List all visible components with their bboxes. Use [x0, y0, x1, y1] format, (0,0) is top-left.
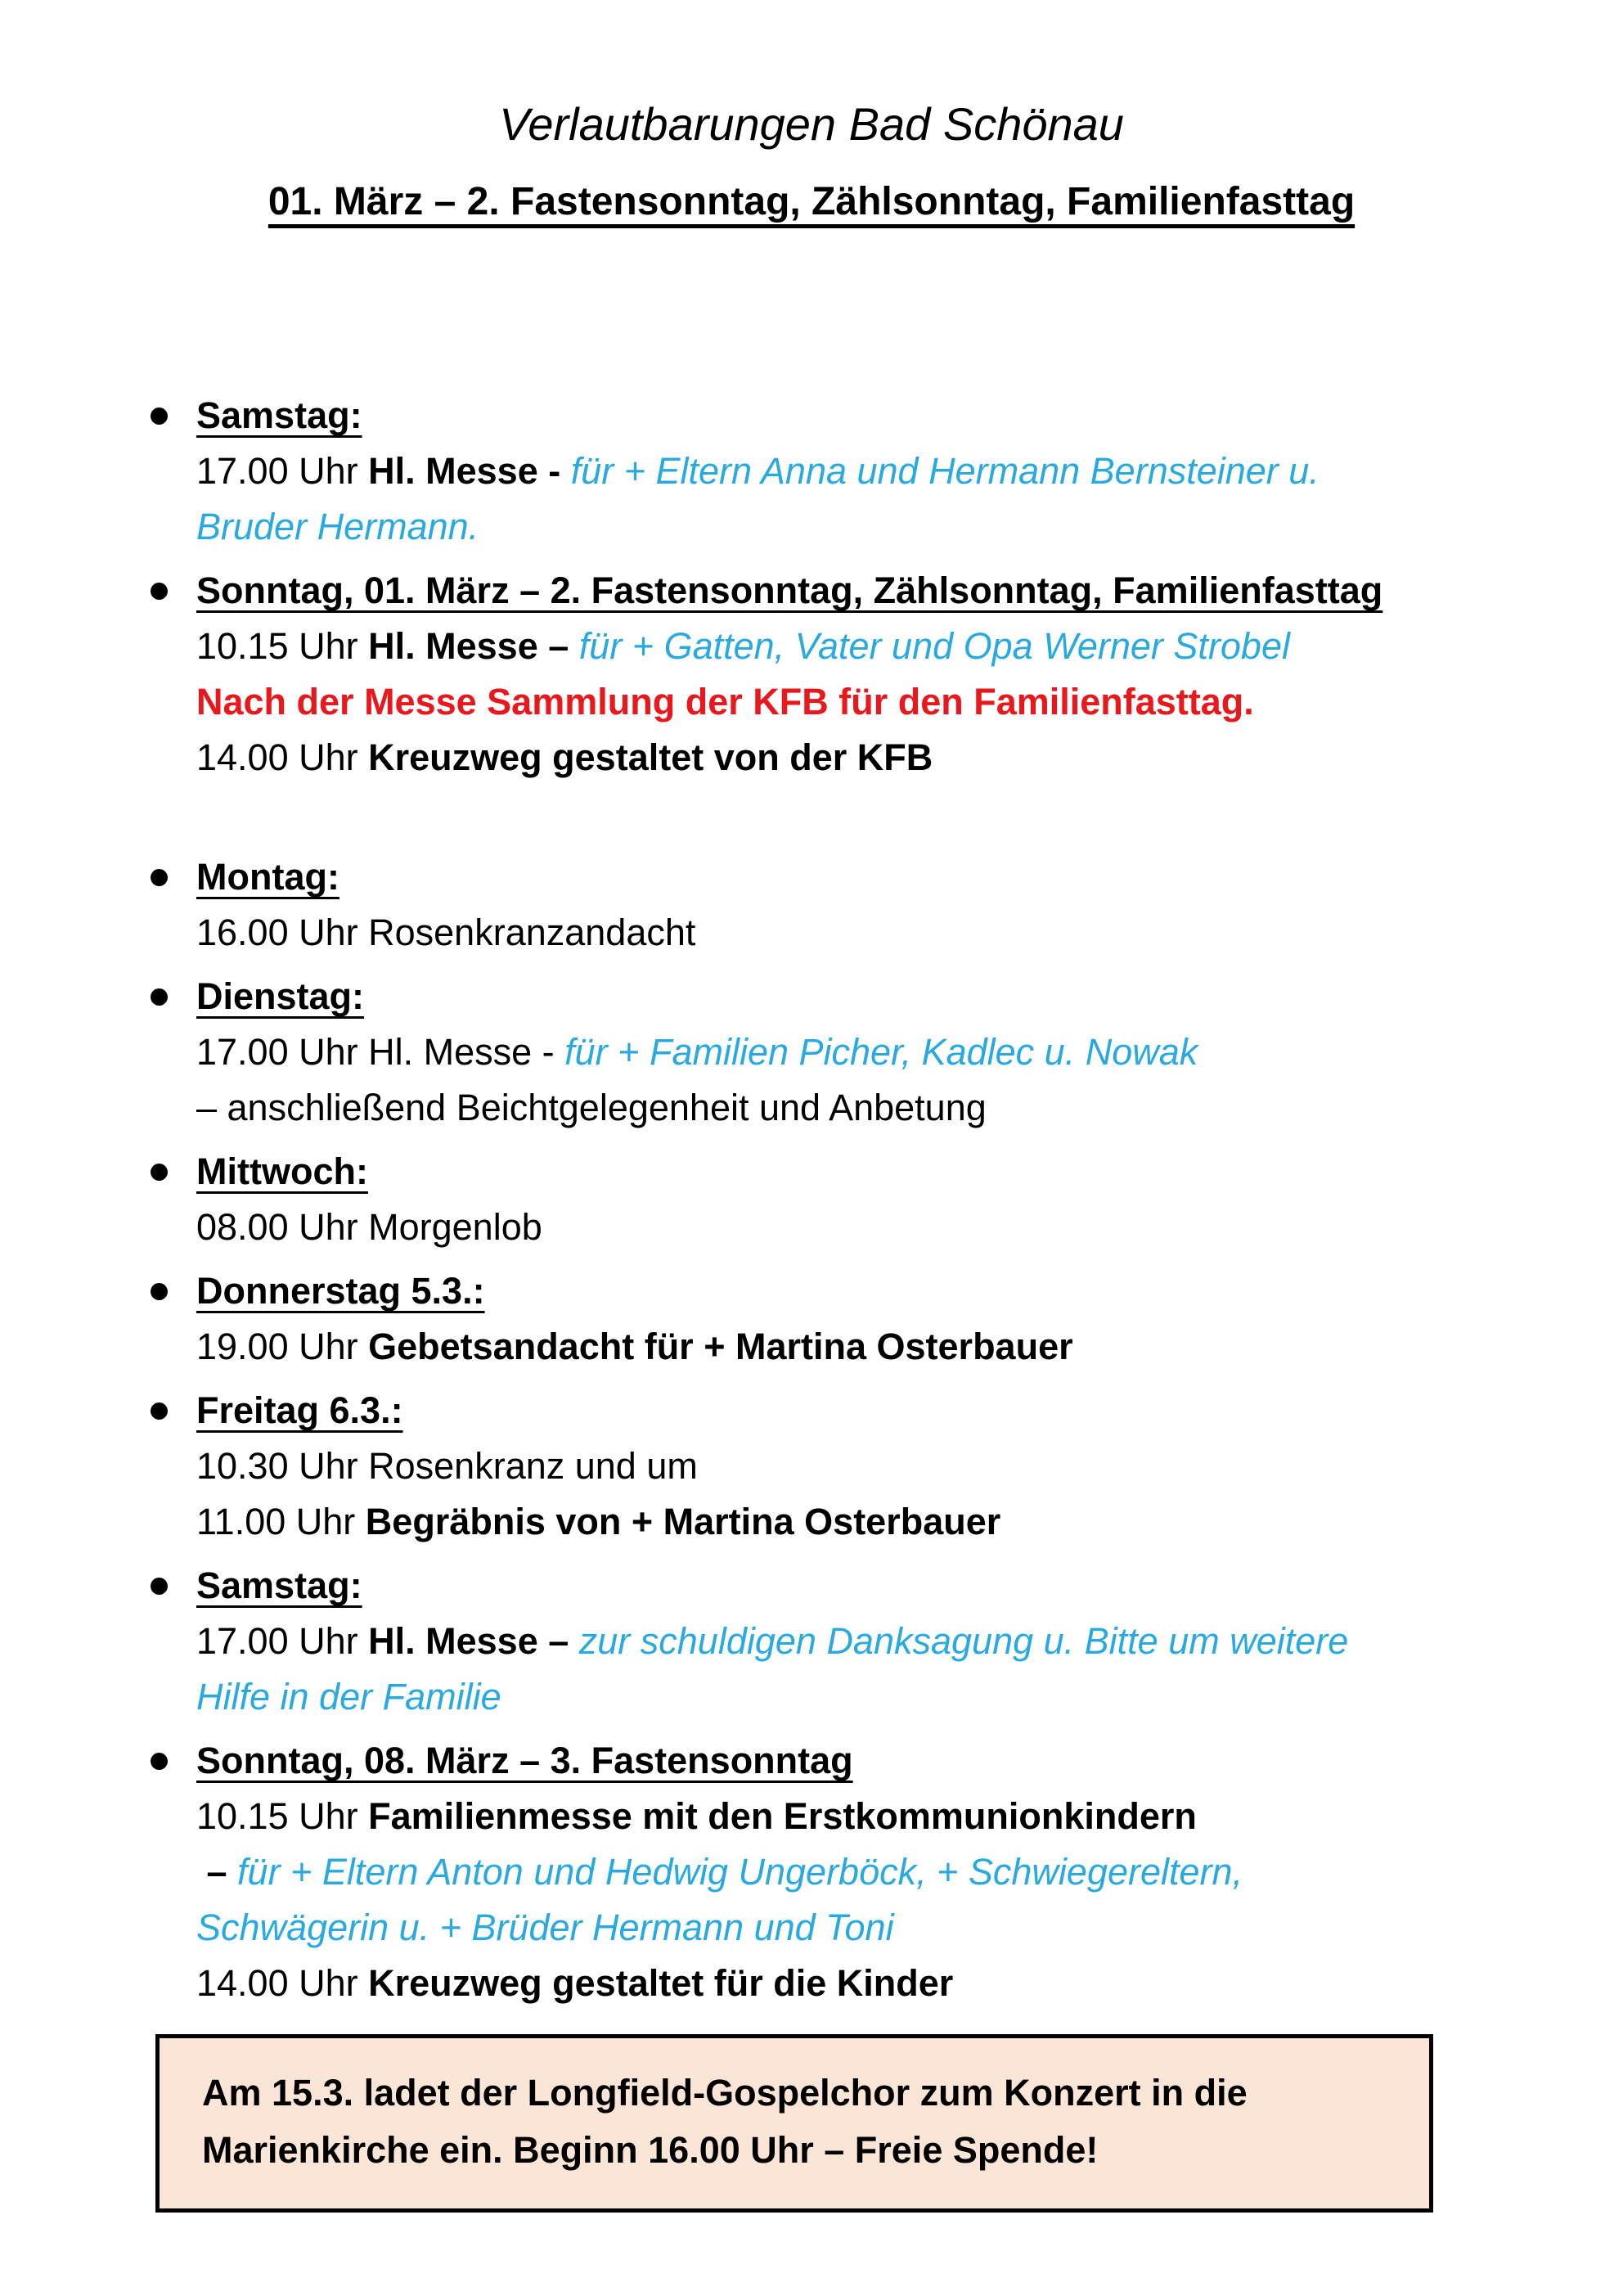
bullet-dot-icon	[151, 988, 168, 1006]
text-run: Kreuzweg gestaltet für die Kinder	[368, 1962, 954, 2005]
text-run: 10.30 Uhr Rosenkranz und um	[196, 1445, 698, 1488]
schedule-item	[196, 1263, 1590, 1375]
schedule-line	[196, 905, 1590, 961]
bullet-dot-icon	[151, 1402, 168, 1420]
day-header-text: Montag:	[196, 856, 339, 898]
schedule-item	[196, 1558, 1590, 1725]
text-run: 11.00 Uhr	[196, 1501, 366, 1543]
concert-notice-line: Am 15.3. ladet der Longfield-Gospelchor zum Konzert in die	[202, 2072, 1248, 2114]
text-run: Familienmesse mit den Erstkommunionkindern	[368, 1795, 1197, 1838]
text-run: Begräbnis von + Martina Osterbauer	[365, 1501, 1001, 1543]
text-run: für + Familien Picher, Kadlec u. Nowak	[564, 1031, 1198, 1074]
text-run: 14.00 Uhr	[196, 1962, 369, 2005]
text-run: Hl. Messe -	[368, 450, 571, 493]
schedule-item	[196, 563, 1590, 786]
text-run: für + Eltern Anton und Hedwig Ungerböck, + Schwiegereltern,	[237, 1851, 1243, 1893]
bullet-dot-icon	[151, 1164, 168, 1181]
text-run: für + Eltern Anna und Hermann Bernsteiner u.	[570, 450, 1320, 493]
schedule-line	[196, 1200, 1590, 1255]
day-header	[196, 1558, 1590, 1614]
schedule-line	[196, 1789, 1590, 1844]
bullet-dot-icon	[151, 1753, 168, 1770]
schedule-line	[196, 730, 1590, 786]
text-run: Bruder Hermann.	[196, 506, 479, 548]
schedule-line	[196, 1438, 1590, 1494]
page-subtitle-text: 01. März – 2. Fastensonntag, Zählsonntag, Familienfasttag	[268, 180, 1355, 224]
text-run: zur schuldigen Danksagung u. Bitte um weitere	[578, 1620, 1349, 1663]
schedule-line	[196, 1844, 1590, 1900]
text-run: – anschließend Beichtgelegenheit und Anbetung	[196, 1087, 987, 1129]
text-run: Hl. Messe –	[368, 1620, 579, 1663]
text-run: Gebetsandacht für + Martina Osterbauer	[368, 1326, 1073, 1368]
day-header	[196, 1733, 1590, 1789]
schedule-line	[196, 1900, 1590, 1956]
schedule-line	[196, 1494, 1590, 1550]
day-header	[196, 563, 1590, 619]
day-header-text: Dienstag:	[196, 975, 365, 1018]
text-run: Kreuzweg gestaltet von der KFB	[368, 736, 933, 779]
schedule-line	[196, 1024, 1590, 1080]
bullet-dot-icon	[151, 1283, 168, 1300]
schedule-item	[196, 1144, 1590, 1255]
schedule-line	[196, 443, 1590, 499]
day-header-text: Sonntag, 08. März – 3. Fastensonntag	[196, 1740, 853, 1782]
text-run: Nach der Messe Sammlung der KFB für den Familienfasttag.	[196, 681, 1254, 723]
day-header	[196, 1263, 1590, 1319]
concert-notice-box	[155, 2034, 1433, 2213]
day-header-text: Freitag 6.3.:	[196, 1389, 403, 1432]
day-header	[196, 1144, 1590, 1200]
schedule-list	[196, 388, 1590, 2011]
schedule-line	[196, 499, 1590, 555]
bullet-dot-icon	[151, 583, 168, 600]
day-header-text: Mittwoch:	[196, 1150, 368, 1193]
schedule-item	[196, 1383, 1590, 1550]
page-title: Verlautbarungen Bad Schönau	[499, 98, 1124, 150]
text-run: für + Gatten, Vater und Opa Werner Strobel	[578, 625, 1290, 668]
bullet-dot-icon	[151, 1578, 168, 1595]
text-run: 10.15 Uhr	[196, 625, 369, 668]
schedule-line	[196, 1956, 1590, 2011]
text-run: 10.15 Uhr	[196, 1795, 369, 1838]
day-header	[196, 849, 1590, 905]
concert-notice-line: Marienkirche ein. Beginn 16.00 Uhr – Freie Spende!	[202, 2129, 1099, 2172]
text-run: 17.00 Uhr	[196, 1620, 369, 1663]
day-header-text: Donnerstag 5.3.:	[196, 1270, 485, 1312]
day-header	[196, 969, 1590, 1024]
text-run: 19.00 Uhr	[196, 1326, 369, 1368]
text-run: 14.00 Uhr	[196, 736, 369, 779]
text-run: Hl. Messe –	[368, 625, 579, 668]
day-header	[196, 1383, 1590, 1438]
schedule-line	[196, 1614, 1590, 1669]
text-run: Schwägerin u. + Brüder Hermann und Toni	[196, 1907, 894, 1949]
schedule-line	[196, 1669, 1590, 1725]
text-run: –	[196, 1851, 238, 1893]
schedule-item	[196, 1733, 1590, 2011]
text-run: 16.00 Uhr Rosenkranzandacht	[196, 912, 696, 954]
text-run: 17.00 Uhr	[196, 450, 369, 493]
schedule-item	[196, 849, 1590, 961]
page-subtitle	[0, 179, 1623, 224]
schedule-line	[196, 619, 1590, 674]
schedule-item	[196, 388, 1590, 555]
bullet-dot-icon	[151, 869, 168, 886]
schedule-line	[196, 1319, 1590, 1375]
schedule-line	[196, 1080, 1590, 1136]
day-header-text: Samstag:	[196, 1564, 362, 1607]
day-header-text: Sonntag, 01. März – 2. Fastensonntag, Zählsonntag, Familienfasttag	[196, 569, 1383, 612]
text-run: 08.00 Uhr Morgenlob	[196, 1206, 542, 1249]
schedule-line	[196, 674, 1590, 730]
day-header-text: Samstag:	[196, 394, 362, 437]
schedule-item	[196, 969, 1590, 1136]
bullet-dot-icon	[151, 407, 168, 425]
text-run: 17.00 Uhr Hl. Messe -	[196, 1031, 565, 1074]
text-run: Hilfe in der Familie	[196, 1676, 501, 1718]
day-header	[196, 388, 1590, 443]
